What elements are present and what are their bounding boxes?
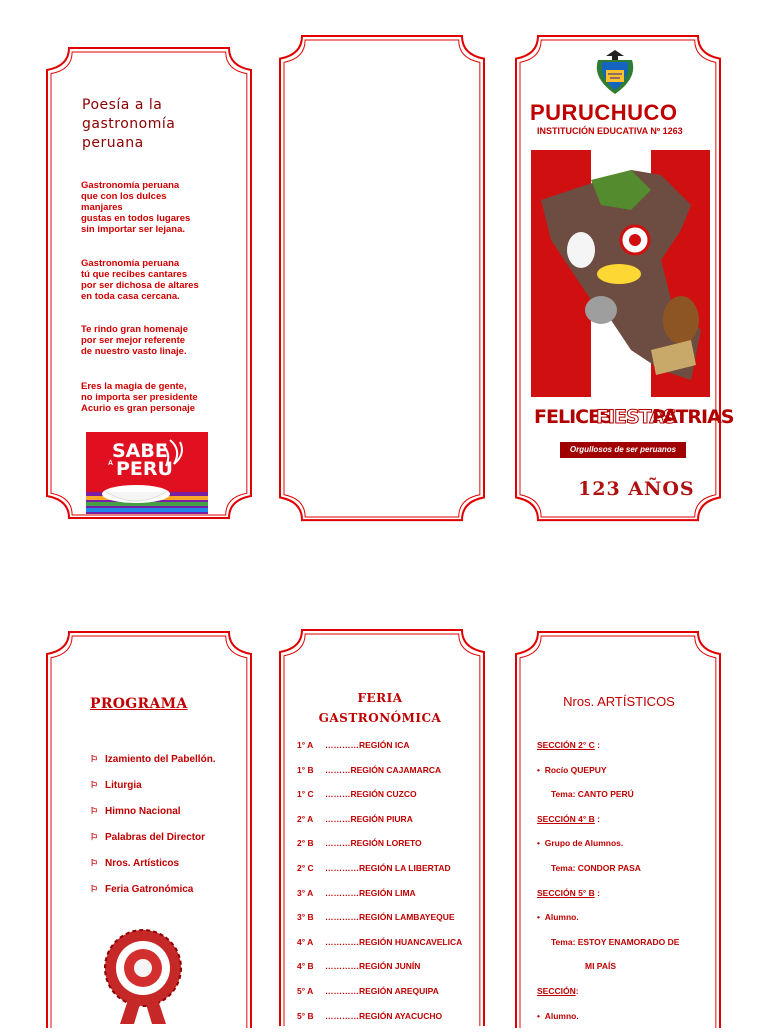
stanza-line: manjares [81,202,123,213]
poem-title-line: gastronomía [82,116,176,132]
fiestas-word-3: PATRIAS [652,406,734,428]
flag-icon: ⚐ [90,754,99,764]
tema: Tema: ESTOY ENAMORADO DE [551,936,680,947]
feria-region: …………REGIÓN LA LIBERTAD [325,862,451,873]
poem-title [82,96,232,153]
poem-title-line: Poesía a la [82,97,163,113]
feria-region: …………REGIÓN ICA [325,740,410,750]
programa-title: PROGRAMA [90,696,188,712]
feria-row [297,1011,462,1035]
feria-section: 5° A [297,985,314,996]
feria-region: ………REGIÓN CAJAMARCA [325,764,442,775]
stanza-line: Te rindo gran homenaje [81,324,188,335]
feria-section: 4° A [297,936,314,947]
stanza-line: que con los dulces [81,191,167,202]
anniversary-years: 123 AÑOS [578,478,695,500]
section-heading: SECCIÓN [537,985,576,996]
logo-text-peru: PERU [116,458,173,480]
programa-item-label: Palabras del Director [105,832,206,843]
programa-item-label: Izamiento del Pabellón. [105,754,216,765]
stanza-line: no importa ser presidente [81,392,198,403]
fiestas-word-2: FIESTAS [596,406,676,428]
feria-row [297,789,462,814]
feria-row [297,937,462,962]
sabe-a-peru-logo [86,432,208,514]
artisticos-title: Nros. ARTÍSTICOS [563,694,675,709]
feria-region: …………REGIÓN HUANCAVELICA [325,936,463,947]
feria-title-line: GASTRONÓMICA [318,711,442,725]
feria-section: 1° A [297,740,314,750]
stanza-line: sin importar ser lejana. [81,224,186,235]
feria-section: 2° B [297,838,314,849]
feria-section: 3° A [297,887,314,898]
programa-item [90,780,216,806]
stanza-line: por ser mejor referente [81,335,186,346]
feria-list [297,740,462,1035]
feria-region: …………REGIÓN LIMA [325,887,416,898]
feria-title [292,688,468,728]
flag-icon: ⚐ [90,806,99,816]
stanza-line: Acurio es gran personaje [81,403,196,414]
performer: Rocío QUEPUY [544,764,607,775]
stanza-line: Gastronomía peruana [81,180,180,191]
section-heading: SECCIÓN 4° B [537,813,595,824]
stanza-line: gustas en todos lugares [81,213,191,224]
feria-region: …………REGIÓN JUNÍN [325,961,421,972]
flag-icon: ⚐ [90,780,99,790]
fiestas-word-1: FELICES [534,406,613,428]
stanza-line: de nuestro vasto linaje. [81,346,187,357]
escarapela-icon [98,928,188,1029]
programa-item-label: Himno Nacional [105,806,181,817]
feria-row [297,986,462,1011]
programa-item [90,884,216,910]
performer: Grupo de Alumnos. [544,838,624,849]
section-heading: SECCIÓN 5° B [537,887,595,898]
feria-region: ………REGIÓN CUZCO [325,789,417,800]
blank-panel [279,28,485,528]
programa-item [90,806,216,832]
tema: Tema: CANTO PERÚ [551,789,634,800]
programa-list [90,754,216,910]
poem-stanza-3 [81,324,246,357]
feria-region: …………REGIÓN AREQUIPA [325,985,439,996]
feria-row [297,961,462,986]
poem-stanza-2 [81,258,246,302]
section-heading: SECCIÓN 2° C [537,740,595,750]
feria-region: …………REGIÓN AYACUCHO [325,1010,443,1021]
feria-section: 1° B [297,764,314,775]
feria-row [297,888,462,913]
feria-row [297,765,462,790]
logo-text-sabe: SABE [112,440,168,462]
felices-fiestas-patrias [532,402,734,436]
poem-title-line: peruana [82,135,144,151]
stanza-line: tú que recibes cantares [81,269,188,280]
school-name: PURUCHUCO [530,100,678,125]
feria-section: 2° C [297,862,314,873]
feria-section: 3° B [297,912,314,923]
feria-region: …………REGIÓN LAMBAYEQUE [325,912,455,923]
bullet-icon: • [537,912,545,923]
stanza-line: Gastronomía peruana [81,258,180,269]
stanza-line: en toda casa cercana. [81,291,180,302]
feria-section: 4° B [297,961,314,972]
school-crest-icon [588,48,642,101]
programa-item [90,832,216,858]
peru-map-collage [531,150,710,397]
programa-item-label: Liturgia [105,780,142,791]
poem-stanza-1 [81,180,246,235]
tema-continued: MI PAÍS [585,961,617,972]
programa-item [90,858,216,884]
institution-number: INSTITUCIÓN EDUCATIVA Nº 1263 [537,126,683,136]
flag-icon: ⚐ [90,832,99,842]
stanza-line: por ser dichosa de altares [81,280,199,291]
performer: Alumno. [544,912,579,923]
feria-section: 2° A [297,813,314,824]
feria-title-line: FERIA [357,691,403,705]
stanza-line: Eres la magia de gente, [81,381,187,392]
feria-row [297,863,462,888]
feria-region: ………REGIÓN LORETO [325,838,422,849]
feria-row [297,740,462,765]
programa-item [90,754,216,780]
bullet-icon: • [537,838,545,849]
bullet-icon: • [537,1010,545,1021]
programa-item-label: Feria Gatronómica [105,884,194,895]
tema: Tema: CONDOR PASA [551,862,641,873]
panel-frame [279,28,485,528]
logo-text-a: A [108,460,114,467]
artisticos-list: SECCIÓN 2° C : • Rocío QUEPUY Tema: CANTO PERÚ SECCIÓN 4° B : • Grupo de Alumnos. Tema: CONDOR PASA SECCIÓN 5° B : • Alumno. Tema: ESTOY ENAMORADO DE MI PAÍS SECCIÓN: • Alumno. [537,740,680,1021]
feria-region: ………REGIÓN PIURA [325,813,413,824]
feria-section: 5° B [297,1010,314,1021]
feria-row [297,814,462,839]
poem-stanza-4 [81,381,246,414]
feria-section: 1° C [297,789,314,800]
programa-item-label: Nros. Artísticos [105,858,180,869]
performer: Alumno. [544,1010,579,1021]
bullet-icon: • [537,764,545,775]
feria-row [297,838,462,863]
feria-row [297,912,462,937]
orgullosos-banner: Orgullosos de ser peruanos [560,442,686,458]
flag-icon: ⚐ [90,884,99,894]
flag-icon: ⚐ [90,858,99,868]
